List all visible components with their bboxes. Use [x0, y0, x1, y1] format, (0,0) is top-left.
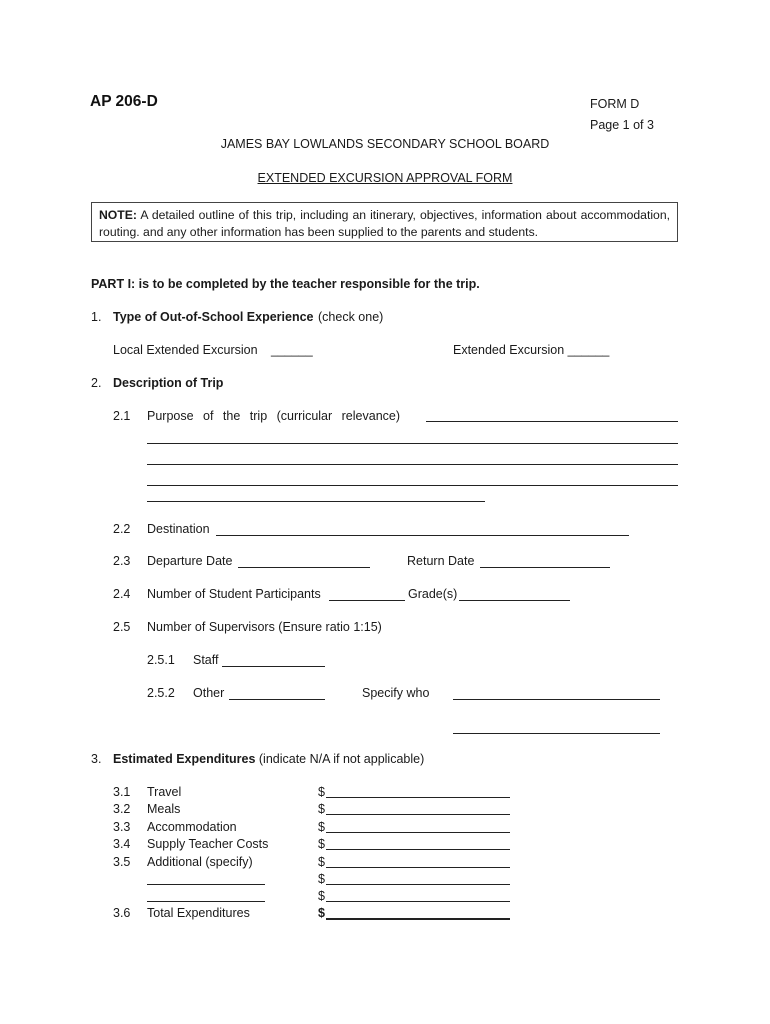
expense-label: Meals — [147, 802, 181, 816]
expense-label: Additional (specify) — [147, 855, 253, 869]
expense-amount-field[interactable] — [326, 819, 510, 833]
dollar-sign: $ — [318, 889, 325, 903]
section-1-title: Type of Out-of-School Experience — [113, 310, 314, 324]
expense-label: Supply Teacher Costs — [147, 837, 269, 851]
item-2-1-number: 2.1 — [113, 409, 131, 423]
item-2-3-number: 2.3 — [113, 554, 131, 568]
expense-number: 3.4 — [113, 837, 131, 851]
local-excursion-check[interactable]: ______ — [271, 343, 313, 357]
expense-amount-field[interactable] — [326, 888, 510, 902]
expense-amount-field[interactable] — [326, 836, 510, 850]
departure-date-label: Departure Date — [147, 554, 233, 568]
note-box — [91, 202, 678, 242]
section-3-title: Estimated Expenditures — [113, 752, 256, 766]
local-excursion-label: Local Extended Excursion — [113, 343, 258, 357]
expense-amount-field[interactable] — [326, 801, 510, 815]
other-label: Other — [193, 686, 225, 700]
dollar-sign: $ — [318, 820, 325, 834]
specify-who-field-2[interactable] — [453, 720, 660, 734]
destination-field[interactable] — [216, 522, 629, 536]
other-field[interactable] — [229, 686, 325, 700]
form-title: EXTENDED EXCURSION APPROVAL FORM — [257, 171, 513, 185]
policy-code: AP 206-D — [90, 93, 158, 110]
note-label: NOTE: — [99, 208, 137, 222]
student-participants-field[interactable] — [329, 587, 405, 601]
section-1-number: 1. — [91, 310, 102, 324]
school-board-name: JAMES BAY LOWLANDS SECONDARY SCHOOL BOARD — [220, 137, 550, 151]
purpose-field-line-4[interactable] — [147, 472, 678, 486]
section-2-title: Description of Trip — [113, 376, 224, 390]
extended-excursion-check[interactable]: Extended Excursion ______ — [453, 343, 610, 357]
dollar-sign: $ — [318, 837, 325, 851]
expense-label: Total Expenditures — [147, 906, 250, 920]
expense-amount-field[interactable] — [326, 905, 510, 920]
item-2-5-2-number: 2.5.2 — [147, 686, 175, 700]
expense-amount-field[interactable] — [326, 854, 510, 868]
purpose-field-line-2[interactable] — [147, 430, 678, 444]
purpose-label: Purpose of the trip (curricular relevance) — [147, 409, 401, 423]
expense-number: 3.6 — [113, 906, 131, 920]
dollar-sign: $ — [318, 802, 325, 816]
item-2-5-1-number: 2.5.1 — [147, 653, 175, 667]
dollar-sign: $ — [318, 785, 325, 799]
specify-who-field-1[interactable] — [453, 686, 660, 700]
departure-date-field[interactable] — [238, 554, 370, 568]
note-text: A detailed outline of this trip, including an itinerary, objectives, information about accommodation, routing. and any other information has been supplied to the parents and students. — [99, 208, 670, 239]
form-label: FORM D — [590, 97, 640, 111]
page-number: Page 1 of 3 — [590, 118, 654, 132]
dollar-sign: $ — [318, 855, 325, 869]
expense-number: 3.2 — [113, 802, 131, 816]
expense-label: Travel — [147, 785, 182, 799]
purpose-field-line-1[interactable] — [426, 408, 678, 422]
expense-number: 3.3 — [113, 820, 131, 834]
expense-label: Accommodation — [147, 820, 237, 834]
dollar-sign: $ — [318, 906, 325, 920]
part-one-heading: PART I: is to be completed by the teacher responsible for the trip. — [91, 277, 480, 291]
dollar-sign: $ — [318, 872, 325, 886]
student-participants-label: Number of Student Participants — [147, 587, 321, 601]
return-date-field[interactable] — [480, 554, 610, 568]
expense-number: 3.1 — [113, 785, 131, 799]
expense-amount-field[interactable] — [326, 784, 510, 798]
supervisors-label: Number of Supervisors (Ensure ratio 1:15) — [147, 620, 382, 634]
additional-specify-field[interactable] — [147, 888, 265, 902]
section-3-number: 3. — [91, 752, 102, 766]
specify-who-label: Specify who — [362, 686, 430, 700]
grades-label: Grade(s) — [408, 587, 458, 601]
return-date-label: Return Date — [407, 554, 475, 568]
staff-field[interactable] — [222, 653, 325, 667]
section-2-number: 2. — [91, 376, 102, 390]
expense-amount-field[interactable] — [326, 871, 510, 885]
item-2-5-number: 2.5 — [113, 620, 131, 634]
section-3-hint: (indicate N/A if not applicable) — [255, 752, 425, 766]
section-3-heading — [113, 752, 424, 766]
expense-number: 3.5 — [113, 855, 131, 869]
destination-label: Destination — [147, 522, 210, 536]
purpose-field-line-3[interactable] — [147, 451, 678, 465]
item-2-2-number: 2.2 — [113, 522, 131, 536]
section-1-hint: (check one) — [318, 310, 384, 324]
item-2-4-number: 2.4 — [113, 587, 131, 601]
staff-label: Staff — [193, 653, 219, 667]
grades-field[interactable] — [459, 587, 570, 601]
additional-specify-field[interactable] — [147, 871, 265, 885]
purpose-field-line-5[interactable] — [147, 488, 485, 502]
